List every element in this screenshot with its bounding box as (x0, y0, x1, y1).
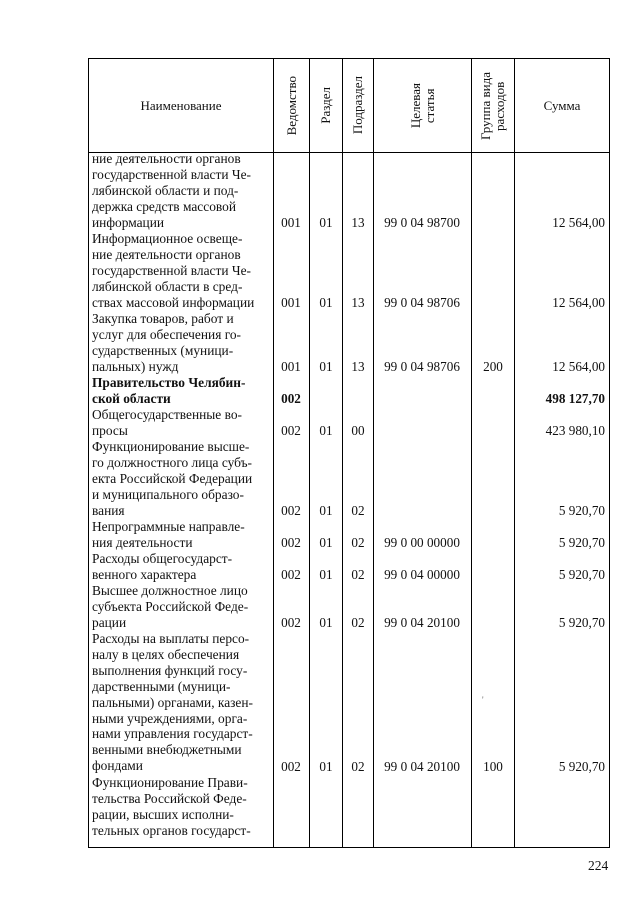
row-gruppa: 100 (483, 759, 503, 774)
row-ved: 001 (281, 359, 301, 374)
row-podrazdel: 02 (351, 567, 365, 582)
row-podrazdel: 02 (351, 759, 365, 774)
row-ved: 002 (281, 503, 301, 518)
column-divider (471, 59, 472, 847)
row-name: ние деятельности органов государственной власти Че- лябинской области и под- держка средств массовой информации (92, 151, 251, 230)
row-name: Расходы общегосударст- венного характера (92, 551, 233, 582)
header-razdel-label: Раздел (318, 87, 333, 124)
row-name: Информационное освеще- ние деятельности органов государственной власти Че- лябинской области в сред- ствах массовой информации (92, 231, 255, 310)
row-razdel: 01 (319, 759, 333, 774)
row-razdel: 01 (319, 503, 333, 518)
row-podrazdel: 02 (351, 615, 365, 630)
row-razdel: 01 (319, 215, 333, 230)
header-razdel (310, 59, 342, 152)
row-razdel: 01 (319, 535, 333, 550)
row-name: Общегосударственные во- просы (92, 407, 242, 438)
header-podrazdel (343, 59, 373, 152)
header-podrazdel-label: Подраздел (350, 76, 365, 135)
row-ved: 001 (281, 295, 301, 310)
row-ved: 002 (281, 423, 301, 438)
row-summa: 5 920,70 (558, 615, 605, 630)
header-summa-label: Сумма (543, 97, 581, 113)
scan-speck: ' (482, 695, 484, 705)
row-ved: 002 (281, 391, 301, 406)
column-divider (273, 59, 274, 847)
row-podrazdel: 02 (351, 503, 365, 518)
row-name: Высшее должностное лицо субъекта Российской Феде- рации (92, 583, 249, 630)
row-celevaya: 99 0 04 98700 (384, 215, 460, 230)
row-podrazdel: 13 (351, 295, 365, 310)
row-celevaya: 99 0 04 98706 (384, 359, 460, 374)
row-summa: 12 564,00 (552, 359, 605, 374)
row-ved: 002 (281, 535, 301, 550)
header-ved (274, 59, 309, 152)
header-celevaya (374, 59, 471, 152)
row-podrazdel: 13 (351, 359, 365, 374)
row-razdel: 01 (319, 295, 333, 310)
header-summa (515, 59, 609, 152)
column-divider (514, 59, 515, 847)
row-celevaya: 99 0 04 20100 (384, 759, 460, 774)
row-summa: 5 920,70 (558, 535, 605, 550)
row-celevaya: 99 0 00 00000 (384, 535, 460, 550)
header-ved-label: Ведомство (283, 75, 299, 136)
row-ved: 002 (281, 567, 301, 582)
row-razdel: 01 (319, 423, 333, 438)
row-celevaya: 99 0 04 98706 (384, 295, 460, 310)
row-summa: 5 920,70 (558, 759, 605, 774)
header-name (89, 59, 273, 152)
row-name: Правительство Челябин- ской области (92, 375, 246, 406)
row-summa: 12 564,00 (552, 215, 605, 230)
header-gruppa-label: Группа вида расходов (478, 71, 507, 140)
row-name: Непрограммные направле- ния деятельности (92, 519, 245, 550)
row-summa: 5 920,70 (558, 503, 605, 518)
row-ved: 002 (281, 615, 301, 630)
row-name: Функционирование Прави- тельства Российской Феде- рации, высших исполни- тельных органов государст- (92, 775, 251, 838)
row-podrazdel: 13 (351, 215, 365, 230)
row-razdel: 01 (319, 567, 333, 582)
row-summa: 423 980,10 (545, 423, 605, 438)
row-ved: 001 (281, 215, 301, 230)
row-summa: 12 564,00 (552, 295, 605, 310)
row-summa: 5 920,70 (558, 567, 605, 582)
header-celevaya-label: Целевая статья (407, 82, 437, 129)
row-gruppa: 200 (483, 359, 503, 374)
column-divider (342, 59, 343, 847)
row-name: Расходы на выплаты персо- налу в целях обеспечения выполнения функций госу- дарственными (муници- пальными) органами, казен- ными учреждениями, орга- нами управления государст- венными внебюджетными фондами (92, 631, 254, 774)
row-name: Закупка товаров, работ и услуг для обеспечения го- сударственных (муници- пальных) нужд (92, 311, 242, 374)
row-podrazdel: 00 (351, 423, 365, 438)
row-podrazdel: 02 (351, 535, 365, 550)
page-number: 224 (588, 858, 609, 873)
row-celevaya: 99 0 04 20100 (384, 615, 460, 630)
row-name: Функционирование высше- го должностного лица субъ- екта Российской Федерации и муниципального образо- вания (92, 439, 253, 518)
row-razdel: 01 (319, 359, 333, 374)
column-divider (373, 59, 374, 847)
header-name-label: Наименование (140, 97, 222, 113)
row-celevaya: 99 0 04 00000 (384, 567, 460, 582)
row-ved: 002 (281, 759, 301, 774)
header-gruppa (472, 59, 514, 152)
budget-table (88, 58, 610, 848)
row-summa: 498 127,70 (545, 391, 605, 406)
column-divider (309, 59, 310, 847)
row-razdel: 01 (319, 615, 333, 630)
